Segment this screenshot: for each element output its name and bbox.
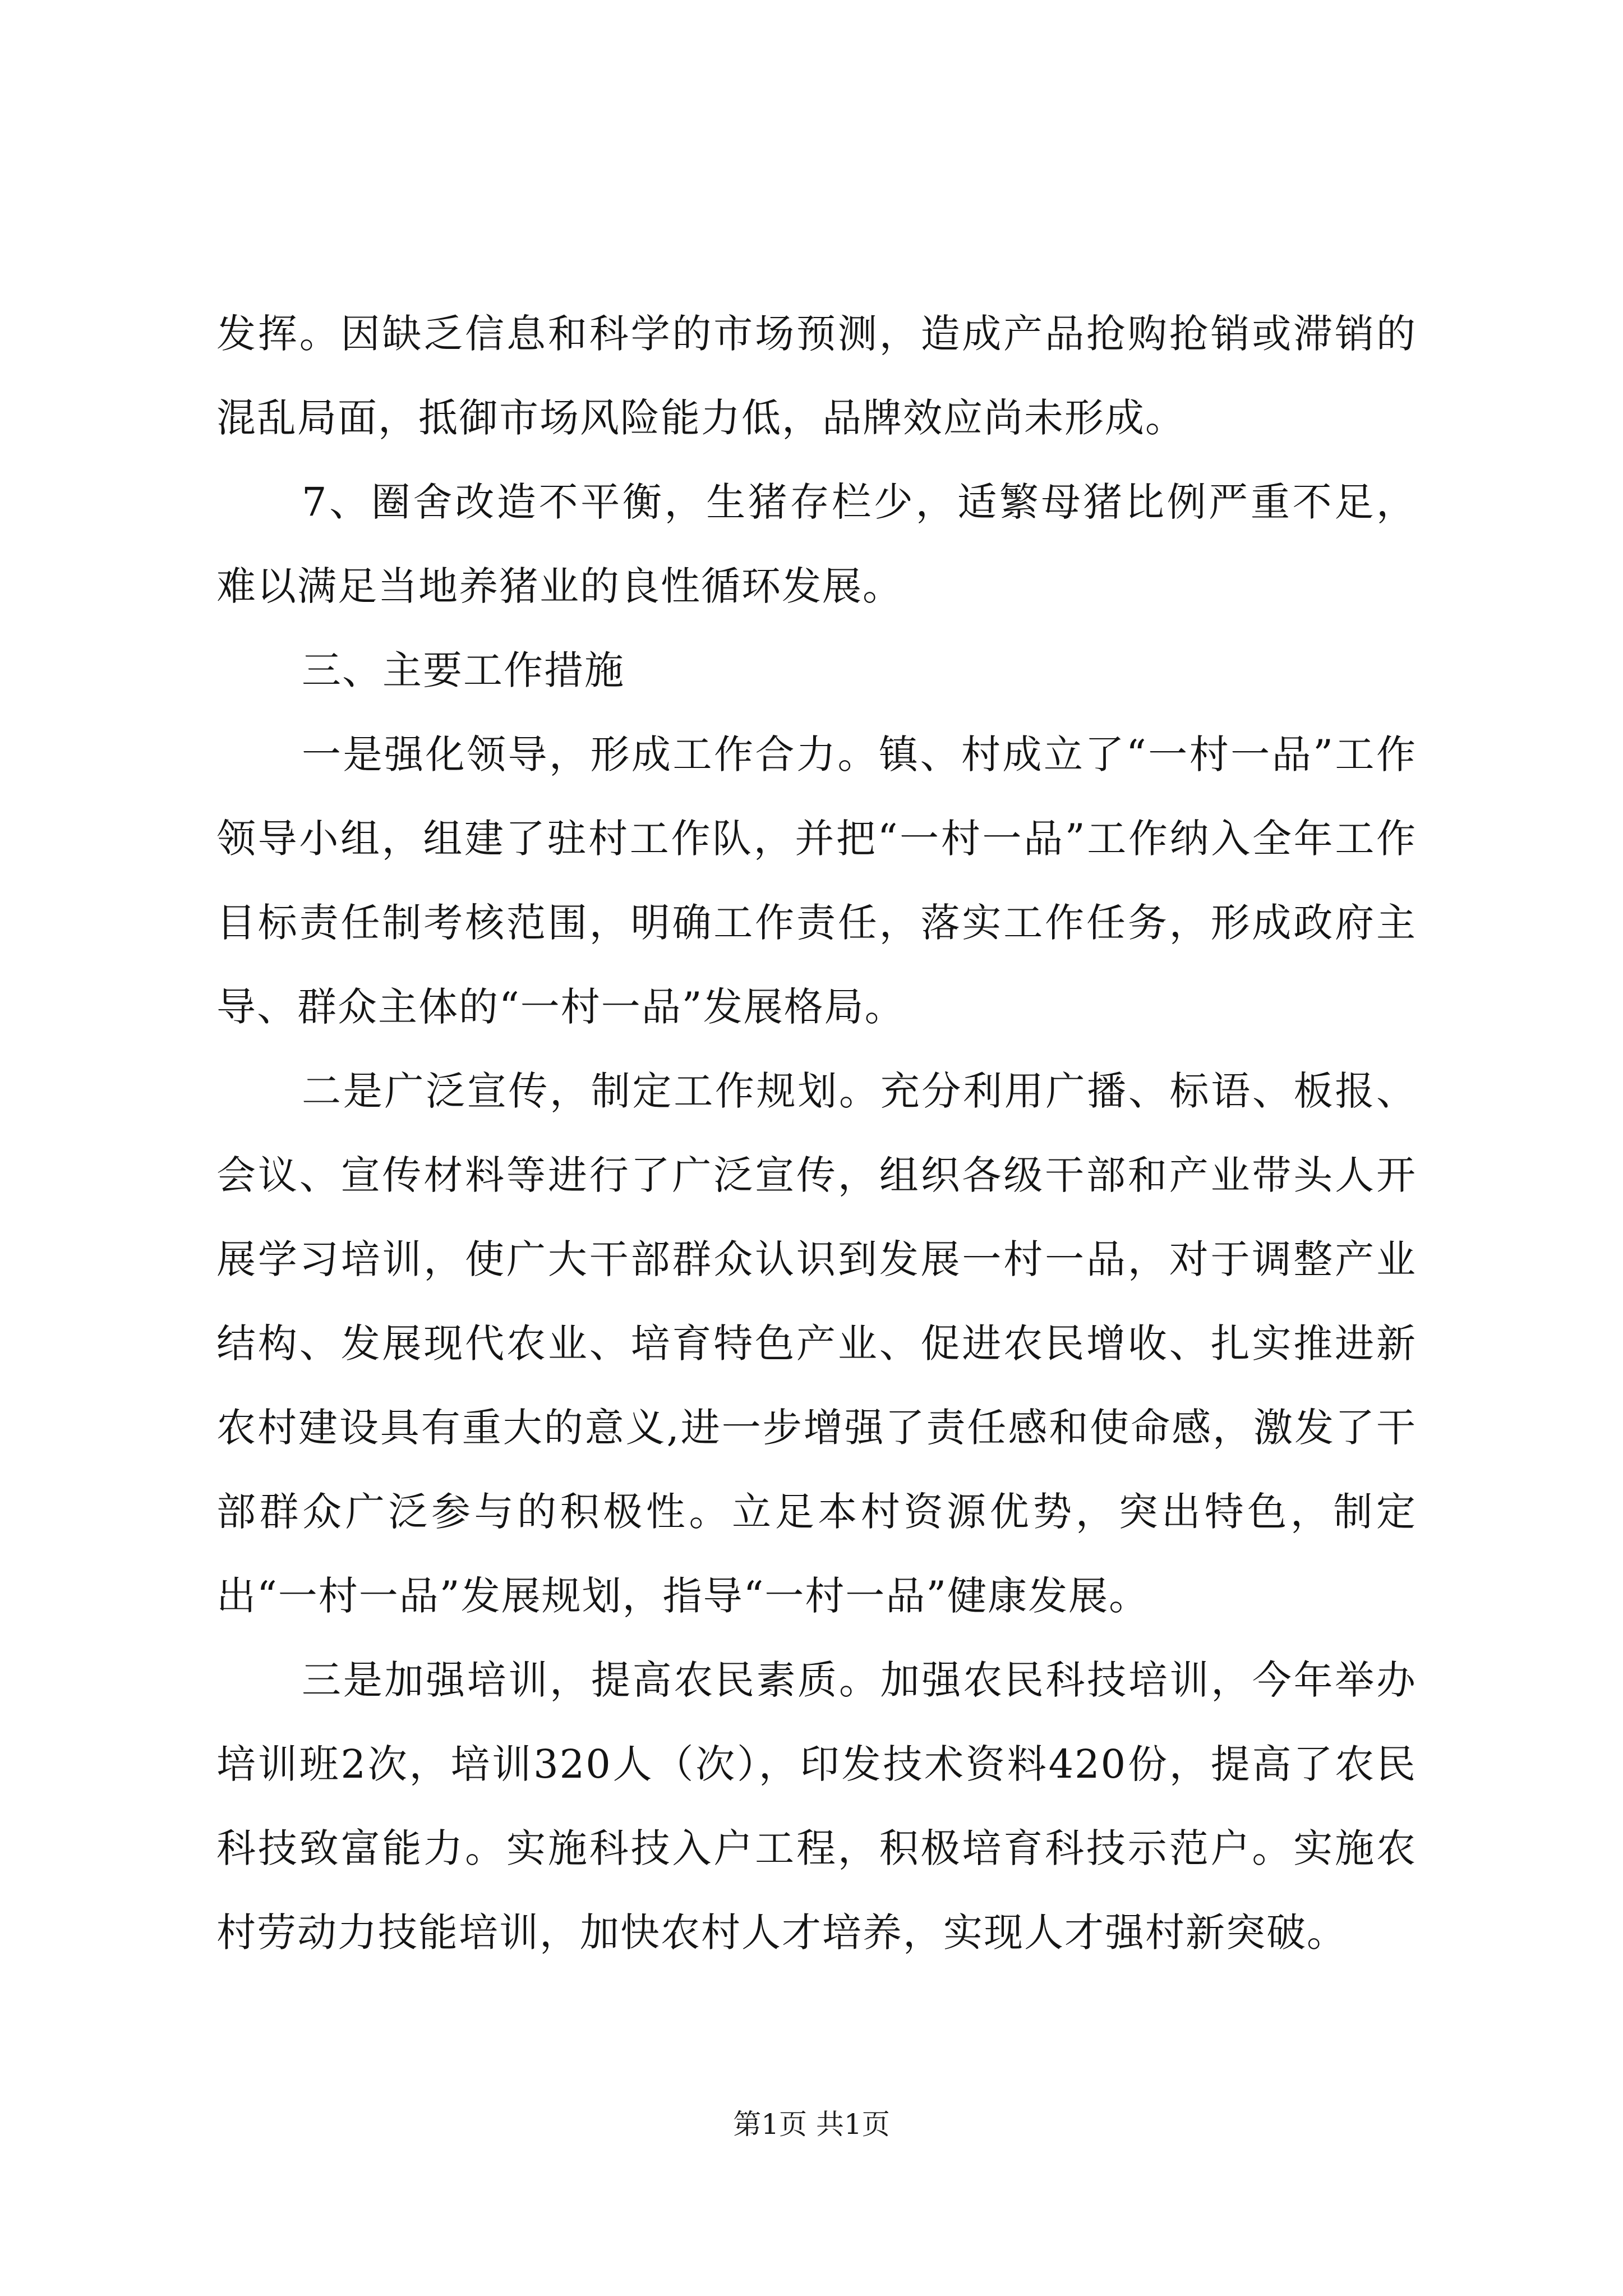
paragraph-continuation: 发挥。因缺乏信息和科学的市场预测，造成产品抢购抢销或滞销的混乱局面，抵御市场风险能力低，品牌效应尚未形成。	[216, 311, 1417, 441]
paragraph-measure-1: 一是强化领导，形成工作合力。镇、村成立了“一村一品”工作领导小组，组建了驻村工作队，并把“一村一品”工作纳入全年工作目标责任制考核范围，明确工作责任，落实工作任务，形成政府主导、群众主体的“一村一品”发展格局。	[216, 731, 1417, 1030]
section-heading: 三、主要工作措施	[302, 647, 625, 693]
paragraph-measure-3: 三是加强培训，提高农民素质。加强农民科技培训，今年举办培训班2次，培训320人（次），印发技术资料420份，提高了农民科技致富能力。实施科技入户工程，积极培育科技示范户。实施农村劳动力技能培训，加快农村人才培养，实现人才强村新突破。	[216, 1657, 1417, 1955]
paragraph-item-7: 7、圈舍改造不平衡，生猪存栏少，适繁母猪比例严重不足，难以满足当地养猪业的良性循环发展。	[216, 479, 1417, 609]
page-footer: 第1页 共1页	[733, 2108, 890, 2141]
document-body	[216, 292, 1417, 1975]
paragraph-measure-2: 二是广泛宣传，制定工作规划。充分利用广播、标语、板报、会议、宣传材料等进行了广泛宣传，组织各级干部和产业带头人开展学习培训，使广大干部群众认识到发展一村一品，对于调整产业结构、发展现代农业、培育特色产业、促进农民增收、扎实推进新农村建设具有重大的意义,进一步增强了责任感和使命感，激发了干部群众广泛参与的积极性。立足本村资源优势，突出特色，制定出“一村一品”发展规划，指导“一村一品”健康发展。	[216, 1068, 1417, 1619]
